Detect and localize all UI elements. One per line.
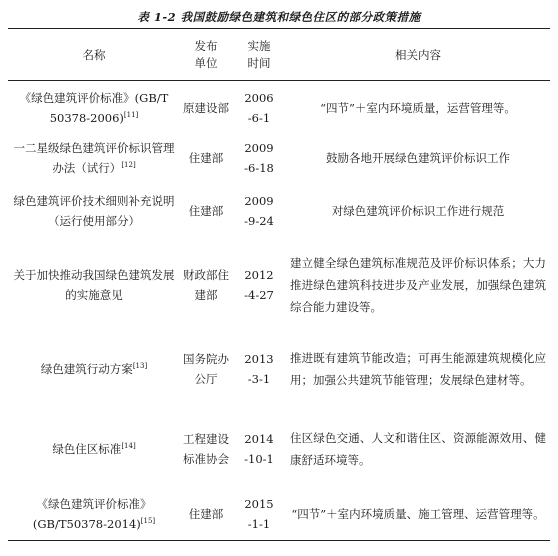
row-name: 《绿色建筑评价标准》(GB/T 50378-2006)[11] xyxy=(19,90,169,125)
table-row xyxy=(8,135,550,181)
row-content: 鼓励各地开展绿色建筑评价标识工作 xyxy=(326,150,510,165)
row-name: 《绿色建筑评价标准》(GB/T50378-2014)[15] xyxy=(32,497,156,532)
row-name: 绿色住区标准[14] xyxy=(52,441,136,456)
row-content: “四节”＋室内环境质量，运营管理等。 xyxy=(320,100,516,115)
row-time: 2009 -9-24 xyxy=(244,193,274,228)
reference-mark: [13] xyxy=(132,361,148,370)
row-name: 一二星级绿色建筑评价标识管理办法（试行）[12] xyxy=(13,140,175,175)
row-time: 2015 -1-1 xyxy=(244,497,274,532)
row-unit: 工程建设标准协会 xyxy=(183,431,229,466)
row-time: 2009 -6-18 xyxy=(244,140,274,175)
table-header-row xyxy=(8,29,550,81)
row-time: 2014 -10-1 xyxy=(244,431,274,466)
reference-mark: [12] xyxy=(121,160,136,169)
table-row xyxy=(8,409,550,489)
table-row xyxy=(8,241,550,329)
table-caption: 表 1-2 我国鼓励绿色建筑和绿色住区的部分政策措施 xyxy=(137,10,421,24)
row-unit: 财政部住建部 xyxy=(183,267,229,302)
row-name: 绿色建筑行动方案[13] xyxy=(40,361,148,376)
row-time: 2013 -3-1 xyxy=(244,351,274,386)
row-content: 推进既有建筑节能改造；可再生能源建筑规模化应用；加强公共建筑节能管理；发展绿色建材等。 xyxy=(290,350,546,387)
row-unit: 原建设部 xyxy=(183,100,229,115)
row-content: 建立健全绿色建筑标准规范及评价标识体系；大力推进绿色建筑科技进步及产业发展，加强绿色建筑综合能力建设等。 xyxy=(290,255,546,314)
table-row xyxy=(8,329,550,409)
header-name: 名称 xyxy=(82,47,106,62)
reference-mark: [14] xyxy=(121,441,136,450)
policy-table xyxy=(8,28,550,541)
table-row xyxy=(8,81,550,135)
row-content: “四节”＋室内环境质量、施工管理、运营管理等。 xyxy=(291,507,545,522)
row-name: 绿色建筑评价技术细则补充说明（运行使用部分） xyxy=(13,193,175,228)
row-content: 对绿色建筑评价标识工作进行规范 xyxy=(331,203,505,218)
row-unit: 住建部 xyxy=(188,150,224,165)
table-row xyxy=(8,489,550,541)
row-content: 住区绿色交通、人文和谐住区、资源能源效用、健康舒适环境等。 xyxy=(290,430,546,467)
row-time: 2012 -4-27 xyxy=(244,267,274,302)
row-unit: 国务院办公厅 xyxy=(183,351,229,386)
header-time: 实施 时间 xyxy=(247,38,271,70)
reference-mark: [15] xyxy=(140,517,156,526)
reference-mark: [11] xyxy=(123,110,139,119)
row-name: 关于加快推动我国绿色建筑发展的实施意见 xyxy=(13,267,175,302)
row-time: 2006 -6-1 xyxy=(244,90,274,125)
row-unit: 住建部 xyxy=(188,203,224,218)
table-row xyxy=(8,181,550,241)
header-content: 相关内容 xyxy=(395,47,441,62)
header-unit: 发布 单位 xyxy=(194,38,218,70)
row-unit: 住建部 xyxy=(188,507,224,522)
